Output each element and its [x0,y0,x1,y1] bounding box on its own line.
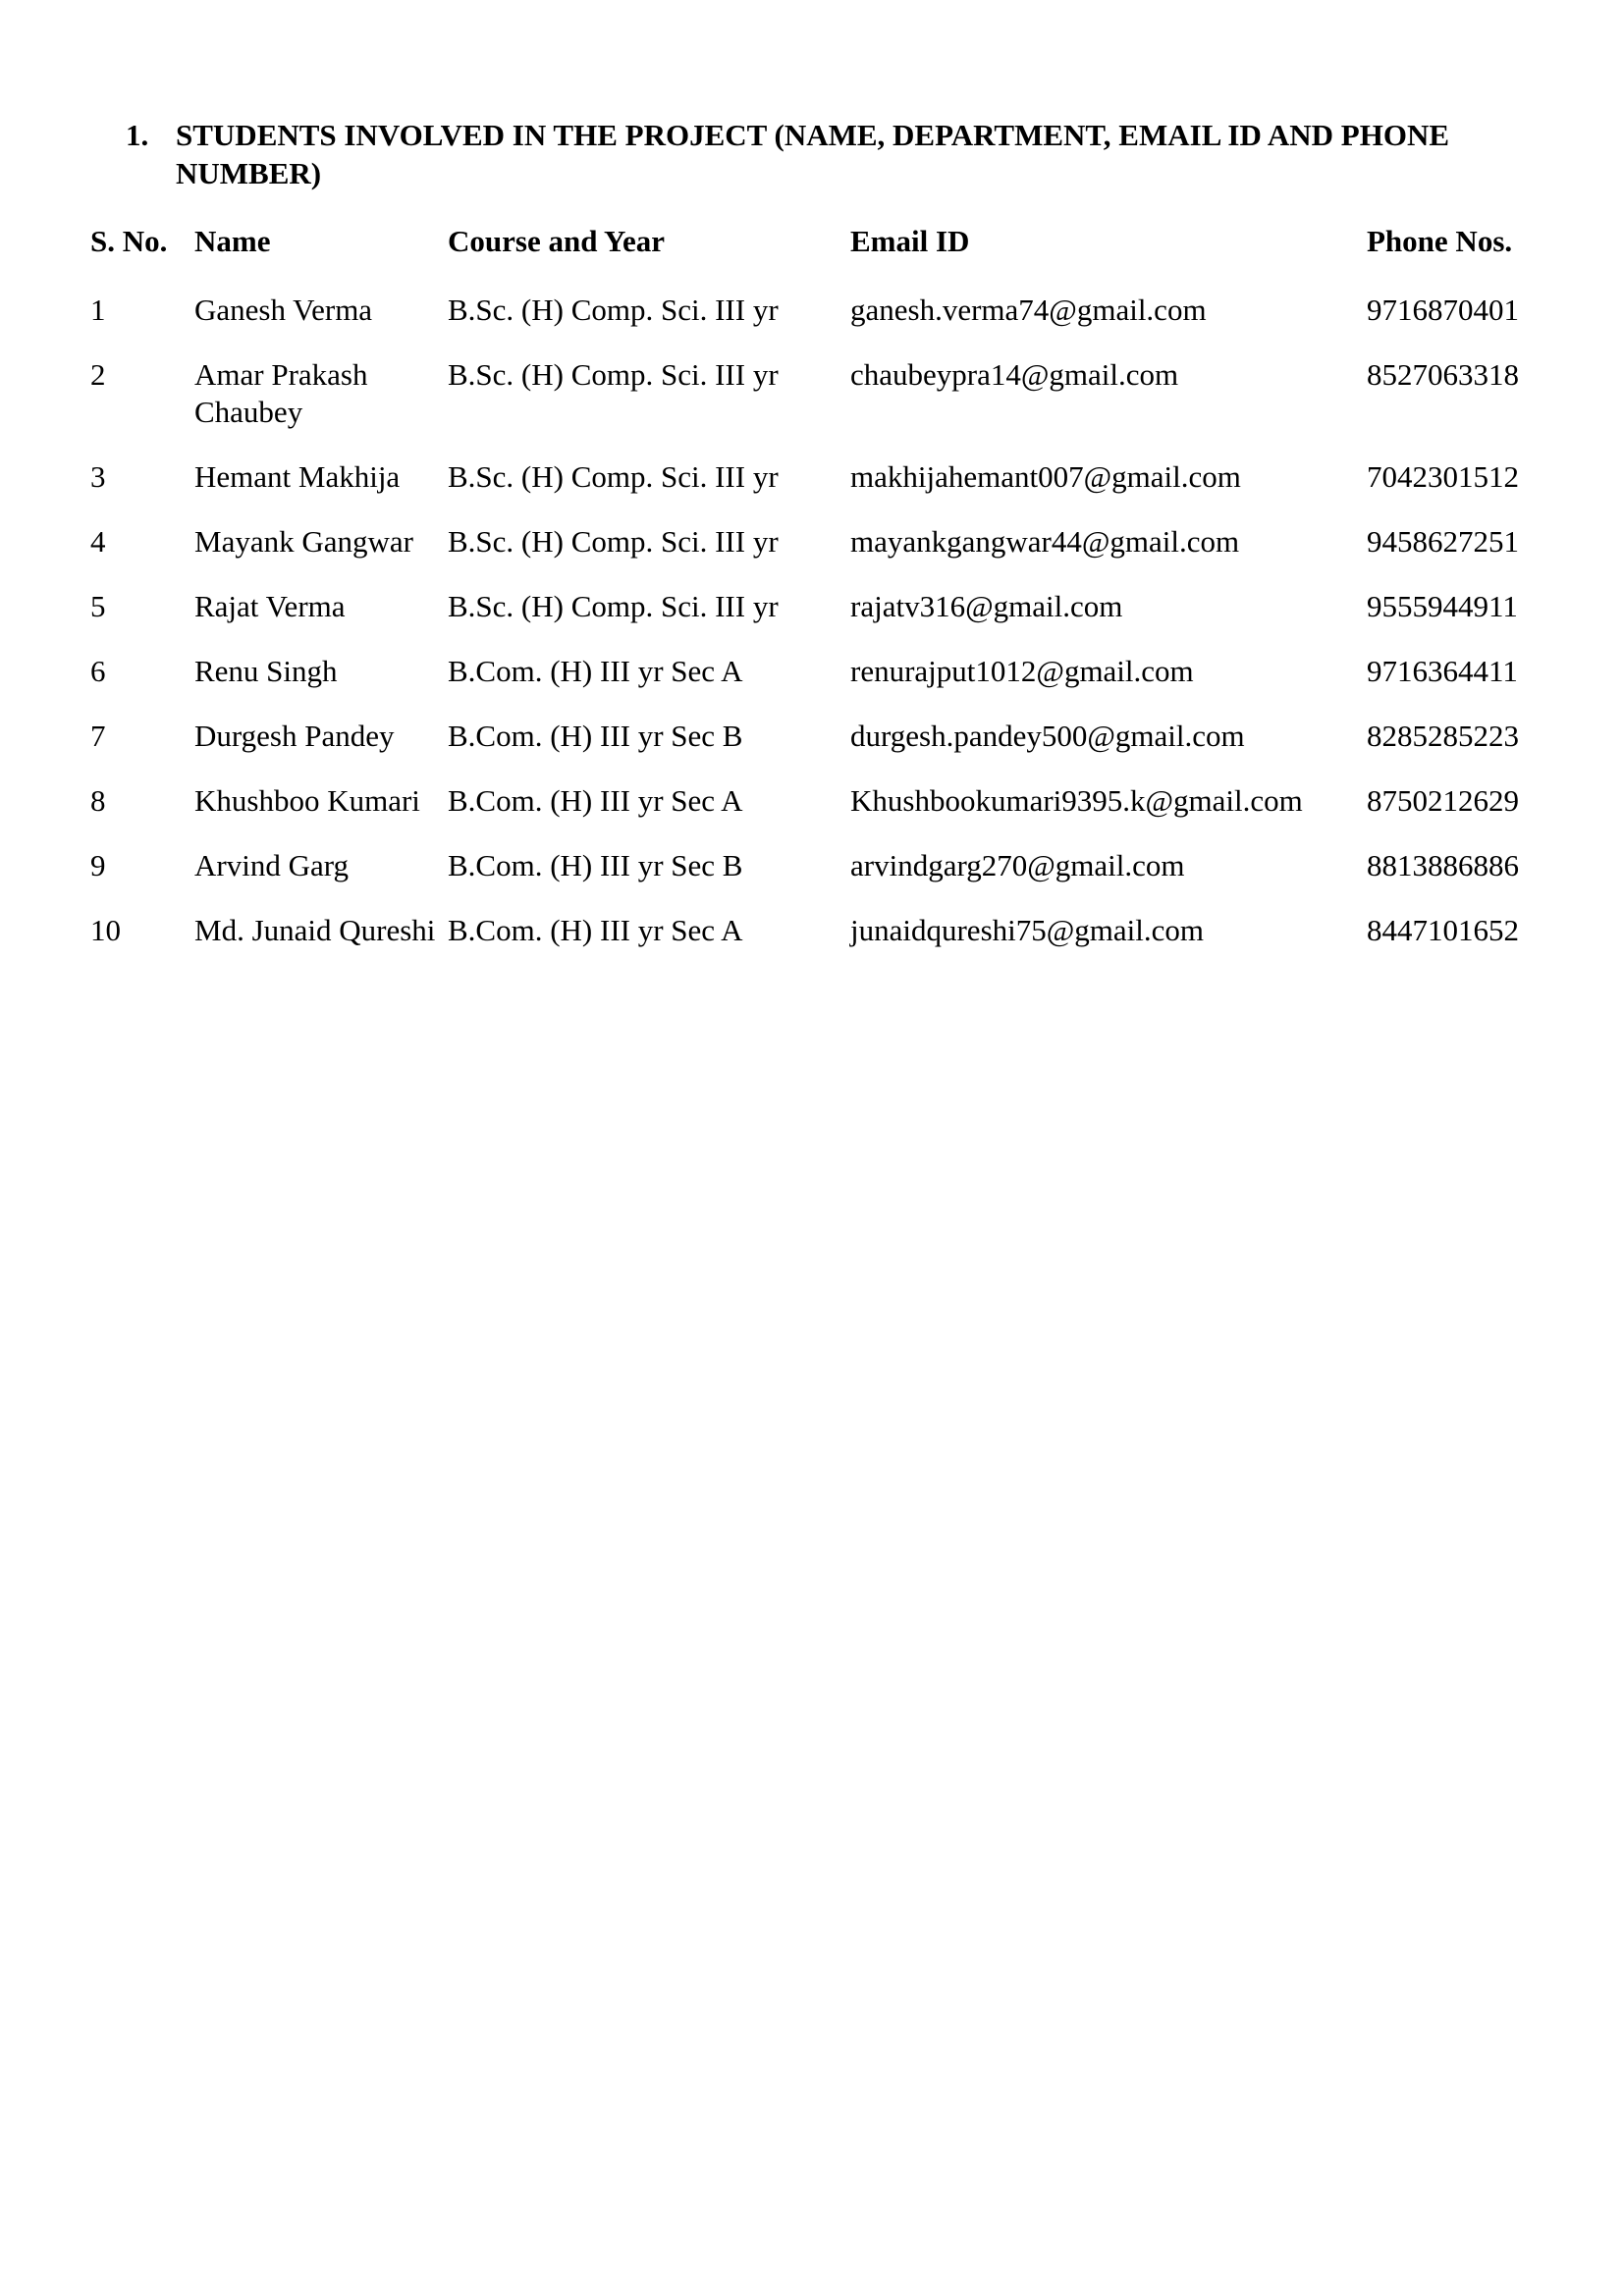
table-row [90,588,1563,653]
section-number: 1. [126,118,149,152]
cell-name: Amar Prakash Chaubey [194,357,368,429]
cell-course: B.Com. (H) III yr Sec B [448,719,743,753]
cell-phone: 7042301512 [1367,459,1519,494]
cell-email: rajatv316@gmail.com [850,589,1123,623]
students-table [90,223,1563,977]
cell-sno: 1 [90,293,106,327]
header-name: Name [194,224,271,258]
cell-email: arvindgarg270@gmail.com [850,848,1185,882]
cell-email: chaubeypra14@gmail.com [850,357,1179,392]
cell-name: Md. Junaid Qureshi [194,913,436,947]
header-email: Email ID [850,224,970,258]
cell-sno: 6 [90,654,106,688]
cell-phone: 8527063318 [1367,357,1519,392]
cell-course: B.Sc. (H) Comp. Sci. III yr [448,357,779,392]
cell-sno: 8 [90,783,106,818]
table-row [90,523,1563,588]
cell-phone: 9716364411 [1367,654,1518,688]
cell-email: makhijahemant007@gmail.com [850,459,1241,494]
cell-course: B.Sc. (H) Comp. Sci. III yr [448,589,779,623]
cell-phone: 9458627251 [1367,524,1519,559]
cell-email: durgesh.pandey500@gmail.com [850,719,1245,753]
cell-name: Ganesh Verma [194,293,373,327]
table-row [90,653,1563,718]
section-title: STUDENTS INVOLVED IN THE PROJECT (NAME, DEPARTMENT, EMAIL ID AND PHONE NUMBER) [176,118,1450,190]
cell-sno: 9 [90,848,106,882]
cell-email: renurajput1012@gmail.com [850,654,1194,688]
cell-phone: 8813886886 [1367,848,1519,882]
cell-sno: 4 [90,524,106,559]
table-row [90,292,1563,356]
cell-email: mayankgangwar44@gmail.com [850,524,1240,559]
table-header-row [90,223,1563,292]
section-heading [126,116,1559,192]
cell-course: B.Com. (H) III yr Sec A [448,783,743,818]
cell-sno: 5 [90,589,106,623]
table-row [90,356,1563,458]
cell-name: Durgesh Pandey [194,719,395,753]
cell-name: Rajat Verma [194,589,346,623]
cell-email: Khushbookumari9395.k@gmail.com [850,783,1303,818]
cell-name: Renu Singh [194,654,338,688]
cell-name: Arvind Garg [194,848,349,882]
header-course: Course and Year [448,224,666,258]
cell-course: B.Sc. (H) Comp. Sci. III yr [448,293,779,327]
cell-course: B.Sc. (H) Comp. Sci. III yr [448,524,779,559]
cell-phone: 8750212629 [1367,783,1519,818]
cell-email: junaidqureshi75@gmail.com [850,913,1205,947]
cell-course: B.Com. (H) III yr Sec A [448,913,743,947]
table-row [90,912,1563,977]
cell-sno: 3 [90,459,106,494]
cell-sno: 7 [90,719,106,753]
table-row [90,847,1563,912]
cell-phone: 9716870401 [1367,293,1519,327]
cell-course: B.Com. (H) III yr Sec A [448,654,743,688]
cell-phone: 8285285223 [1367,719,1519,753]
cell-phone: 9555944911 [1367,589,1518,623]
table-row [90,718,1563,782]
cell-name: Hemant Makhija [194,459,401,494]
cell-course: B.Com. (H) III yr Sec B [448,848,743,882]
table-row [90,458,1563,523]
cell-phone: 8447101652 [1367,913,1519,947]
cell-name: Mayank Gangwar [194,524,413,559]
header-phone: Phone Nos. [1367,224,1513,258]
cell-sno: 10 [90,913,121,947]
header-sno: S. No. [90,224,168,258]
cell-email: ganesh.verma74@gmail.com [850,293,1207,327]
cell-course: B.Sc. (H) Comp. Sci. III yr [448,459,779,494]
table-row [90,782,1563,847]
cell-sno: 2 [90,357,106,392]
cell-name: Khushboo Kumari [194,783,420,818]
